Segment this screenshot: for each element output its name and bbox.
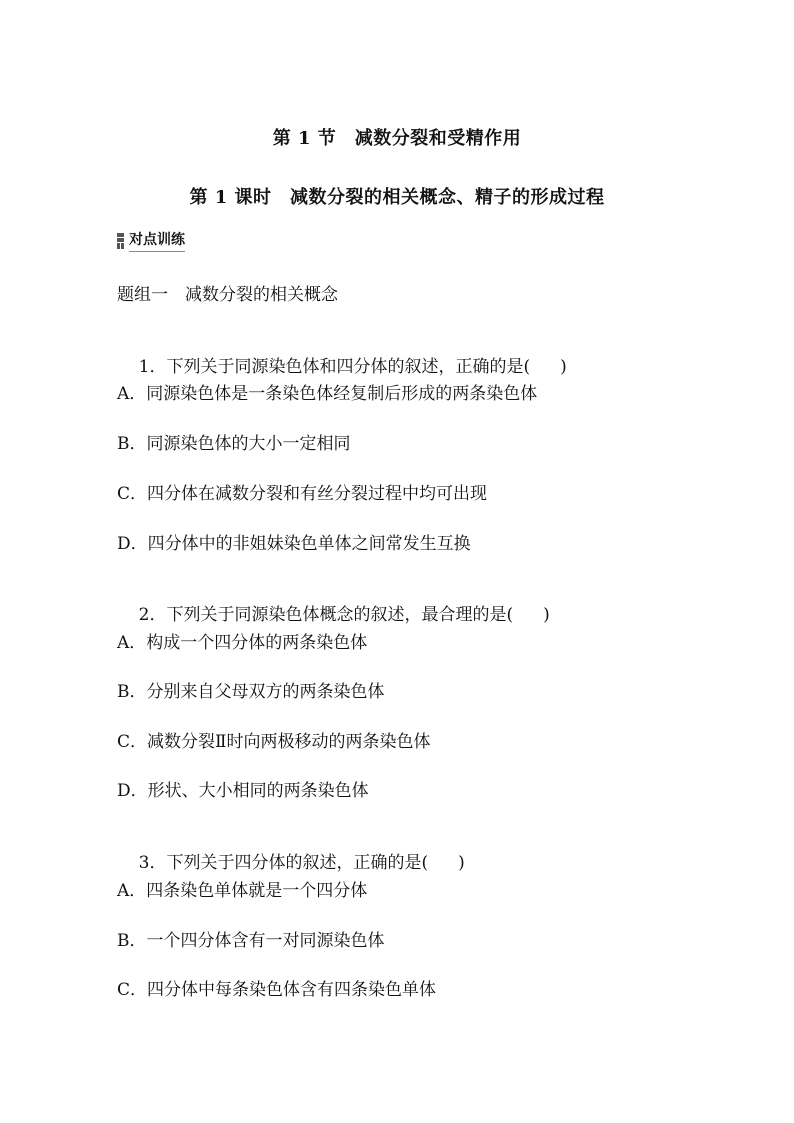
question-3-option-b: B．一个四分体含有一对同源染色体 — [117, 931, 385, 951]
question-1-option-a: A．同源染色体是一条染色体经复制后形成的两条染色体 — [117, 384, 538, 404]
answer-paren-close: ) — [560, 357, 567, 377]
question-2-option-a: A．构成一个四分体的两条染色体 — [117, 633, 368, 653]
practice-tag-label: 对点训练 — [129, 229, 185, 252]
question-3-option-a: A．四条染色单体就是一个四分体 — [117, 881, 368, 901]
answer-paren-close: ) — [543, 605, 550, 625]
question-2-option-b: B．分别来自父母双方的两条染色体 — [117, 682, 385, 702]
group-heading: 题组一 减数分裂的相关概念 — [117, 285, 338, 305]
practice-tag — [117, 229, 185, 252]
question-2-option-c: C．减数分裂Ⅱ时向两极移动的两条染色体 — [117, 732, 431, 752]
lesson-title: 第 1 课时 减数分裂的相关概念、精子的形成过程 — [189, 187, 605, 208]
question-3-option-c: C．四分体中每条染色体含有四条染色单体 — [117, 980, 437, 1000]
question-1-option-b: B．同源染色体的大小一定相同 — [117, 434, 351, 454]
answer-paren-close: ) — [458, 853, 465, 873]
question-1-option-c: C．四分体在减数分裂和有丝分裂过程中均可出现 — [117, 484, 488, 504]
question-1-option-d: D．四分体中的非姐妹染色单体之间常发生互换 — [117, 534, 471, 554]
question-stem-text: 3．下列关于四分体的叙述，正确的是( — [138, 853, 429, 873]
section-title: 第 1 节 减数分裂和受精作用 — [272, 128, 522, 149]
tag-marker-icon — [117, 233, 124, 249]
question-2-option-d: D．形状、大小相同的两条染色体 — [117, 781, 369, 801]
question-stem-text: 2．下列关于同源染色体概念的叙述，最合理的是( — [138, 605, 514, 625]
question-stem-text: 1．下列关于同源染色体和四分体的叙述，正确的是( — [138, 357, 531, 377]
